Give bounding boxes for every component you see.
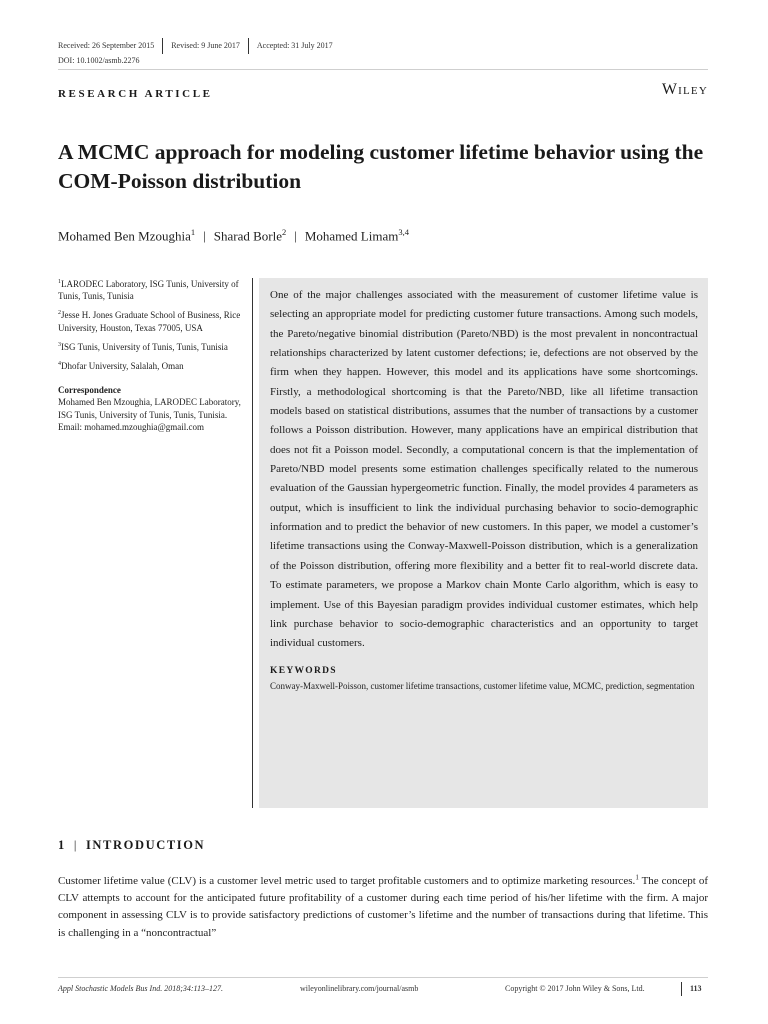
correspondence-email[interactable]: Email: mohamed.mzoughia@gmail.com <box>58 421 205 432</box>
article-type: RESEARCH ARTICLE <box>58 88 213 100</box>
revised-date: Revised: 9 June 2017 <box>171 41 240 50</box>
affiliation: $^3$ISG Tunis, University of Tunis, Tunis, Tunisia <box>58 341 228 352</box>
abstract-text: One of the major challenges associated with the measurement of customer lifetime value is selecting an appropriate model for predicting customer future transactions. Among such models, the Pareto/negative binomial distribution (Pareto/NBD) is the most prevalent in noncontractual relationships characterized by latent customer defections; ie, defections are not observed by the firm when they happen. However, this model and its applications have some shortcomings. Firstly, a methodological shortcoming is that the Pareto/NBD, like all lifetime transaction models based on statistical distributions, assumes that the number of transactions by a customer follows a Poisson distribution. However, many applications have an empirical distribution that does not fit a Poisson model. Secondly, a computational concern is that the implementation of Pareto/NBD model presents some estimation challenges specifically related to the numerous evaluation of the Gaussian hypergeometric function. Finally, the model provides 4 parameters as output, which is insufficient to link the individual purchasing behavior to socio-demographic information and to predict the behavior of new customers. In this paper, we model a customer’s lifetime transactions using the Conway-Maxwell-Poisson distribution, which is a generalization of the Poisson distribution, offering more flexibility and a better fit to real-world discrete data. To estimate parameters, we propose a Markov chain Monte Carlo algorithm, which is easy to implement. Use of this Bayesian paradigm provides individual customer estimates, which help link purchase behavior to socio-demographic characteristics and an opportunity to target individual customers. <box>270 289 698 650</box>
affiliation: $^2$Jesse H. Jones Graduate School of Business, Rice University, Houston, Texas 77005, USA <box>58 310 241 333</box>
section-separator: | <box>73 838 78 852</box>
section-title: INTRODUCTION <box>85 838 206 852</box>
introduction-text: Customer lifetime value (CLV) is a customer level metric used to target profitable customers and to optimize marketing resources.$^1$ The concept of CLV attempts to account for the anticipated future profitability of a customer during each time period of his/her lifetime with the firm. A major component in assessing CLV is to provide satisfactory predictions of customer’s lifetime and the number of transactions during that lifetime. This is challenging in a “noncontractual” <box>58 873 708 939</box>
journal-citation: Appl Stochastic Models Bus Ind. 2018;34:113–127. <box>58 984 223 993</box>
author-separator: | <box>294 228 297 244</box>
correspondence-heading: Correspondence <box>58 385 121 396</box>
footer-rule <box>58 977 708 978</box>
accepted-date: Accepted: 31 July 2017 <box>256 41 333 50</box>
keywords-list: Conway-Maxwell-Poisson, customer lifetime transactions, customer lifetime value, MCMC, prediction, segmentation <box>270 680 695 691</box>
column-divider <box>252 278 253 808</box>
affiliation: $^1$LARODEC Laboratory, ISG Tunis, University of Tunis, Tunis, Tunisia <box>58 279 239 302</box>
section-number: 1 <box>58 838 66 852</box>
history-line <box>58 38 341 54</box>
affiliations <box>58 276 248 433</box>
affiliation: $^4$Dhofar University, Salalah, Oman <box>58 361 184 372</box>
copyright: Copyright © 2017 John Wiley & Sons, Ltd. <box>505 984 645 993</box>
footer-divider <box>681 982 682 996</box>
author-list <box>58 227 409 244</box>
journal-url[interactable]: wileyonlinelibrary.com/journal/asmb <box>300 984 419 993</box>
author-affiliation-ref: 3,4 <box>398 227 409 237</box>
author-affiliation-ref: 1 <box>190 227 196 237</box>
received-date: Received: 26 September 2015 <box>58 41 155 50</box>
paper-title: A MCMC approach for modeling customer lifetime behavior using the COM-Poisson distribution <box>58 140 704 193</box>
author-name[interactable]: Mohamed Ben Mzoughia <box>58 228 191 244</box>
abstract-box <box>259 278 708 808</box>
doi[interactable]: DOI: 10.1002/asmb.2276 <box>58 56 140 65</box>
page-number: 113 <box>690 984 702 993</box>
reference-link[interactable]: 1 <box>635 873 639 882</box>
correspondence-text: Mohamed Ben Mzoughia, LARODEC Laboratory, ISG Tunis, University of Tunis, Tunis, Tunisia. <box>58 397 241 420</box>
section-heading <box>58 838 205 853</box>
author-separator: | <box>203 228 206 244</box>
author-name[interactable]: Mohamed Limam <box>304 228 399 244</box>
author-affiliation-ref: 2 <box>281 227 287 237</box>
publisher-logo: Wiley <box>661 81 708 98</box>
header-rule <box>58 69 708 70</box>
author-name[interactable]: Sharad Borle <box>213 228 282 244</box>
keywords-heading: KEYWORDS <box>270 665 337 676</box>
